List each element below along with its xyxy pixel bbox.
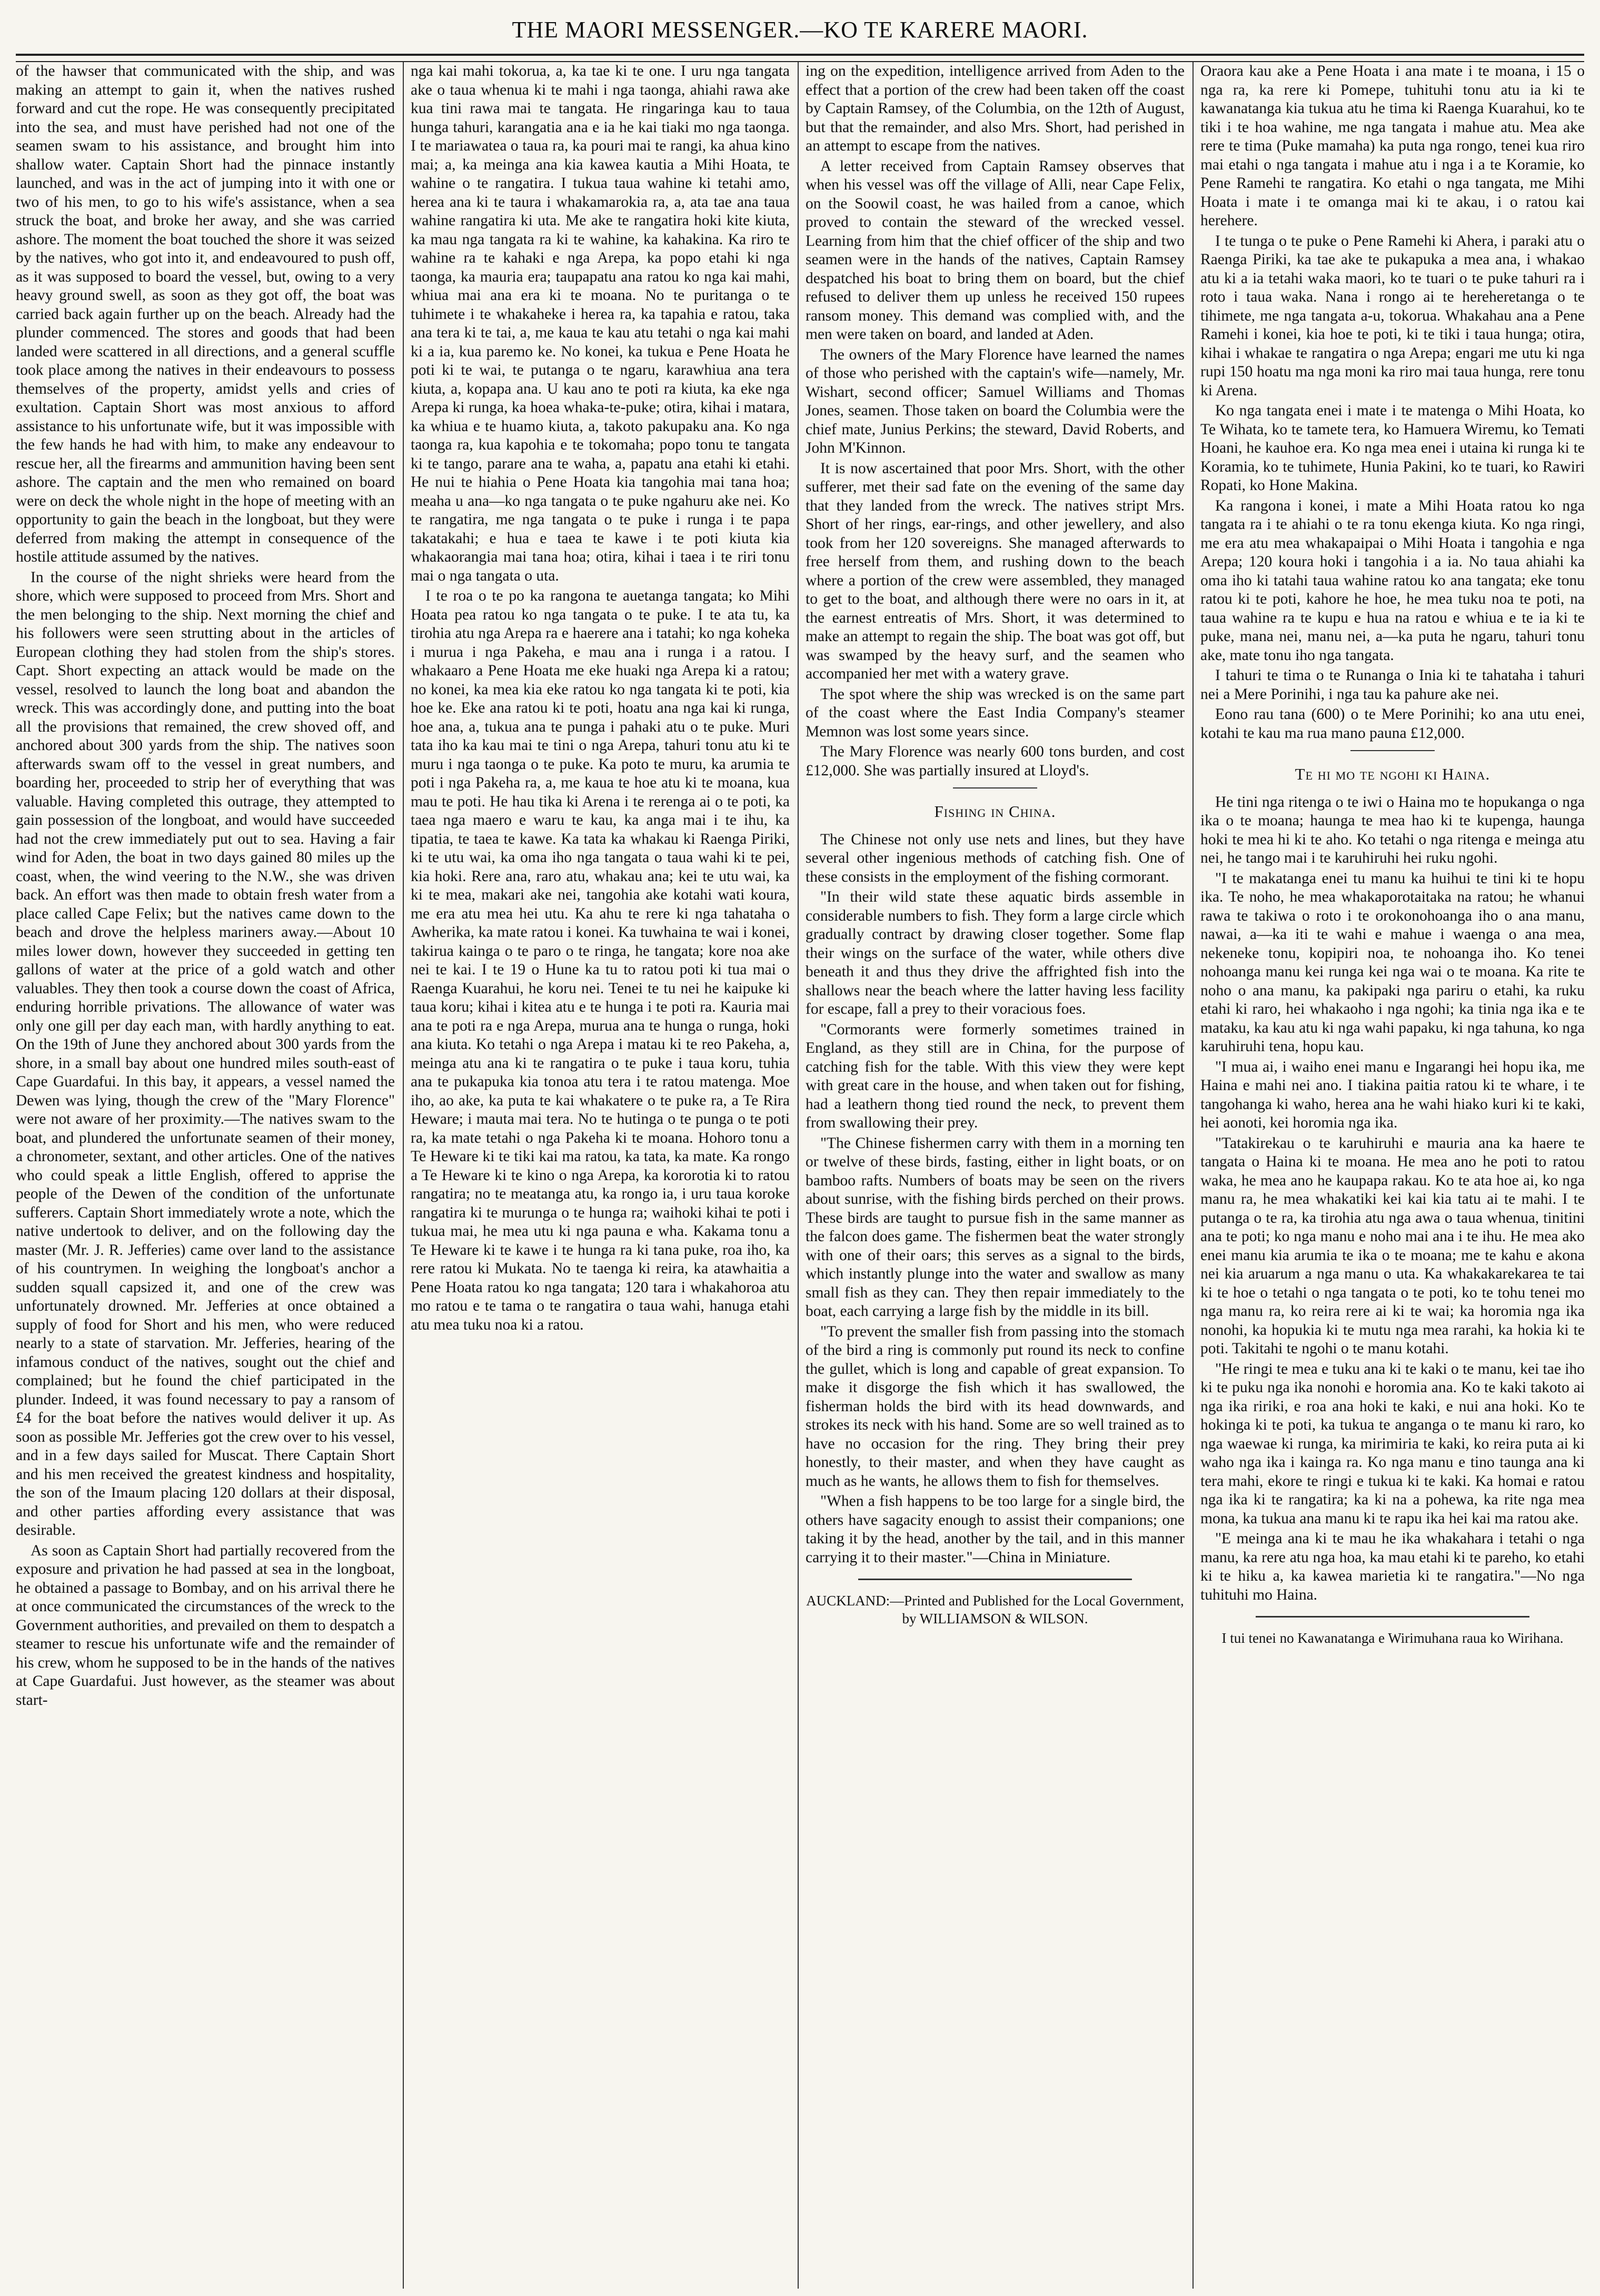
article-paragraph: "When a fish happens to be too large for a single bird, the others have sagacity enough to assist their companions; one taking it by the head, another by the tail, and in this manner carrying it to their master."—China in Miniature. — [806, 1493, 1185, 1566]
article-paragraph: It is now ascertained that poor Mrs. Short, with the other sufferer, met their sad fate on the evening of the same day that they landed from the wreck. The natives stript Mrs. Short of her rings, ear-rings, and other jewellery, and also took from her 120 sovereigns. She managed afterwards to free herself from them, and rushing down to the beach where a portion of the crew were assembled, they managed to get to the boat, and although there were no oars in it, at the earnest entreatis of Mrs. Short, it was determined to make an attempt to regain the ship. The boat was got off, but was swamped by the heavy surf, and the seamen who accompanied her met with a watery grave. — [806, 460, 1185, 682]
article-paragraph: "E meinga ana ki te mau he ika whakahara i tetahi o nga manu, ka rere atu nga hoa, ka mau etahi ki te pareho, ko etahi ki te hiku a, ka kawea marietia ki te rangatira."—No nga tuhituhi mo Haina. — [1200, 1530, 1585, 1603]
article-paragraph: Oraora kau ake a Pene Hoata i ana mate i te moana, i 15 o nga ra, ka rere ki Pomepe, tuhituhi tonu atu ia ki te kawanatanga kia tukua atu he tima ki Raenga Kuarahui, ko te tiki i te hoa wahine, me nga tangata i mahue atu. Mea ake rere te tima (Puke mamaha) ka puta nga rongo, tenei kua riro mai etahi o nga tangata i mahue atu i nga i a te Koramie, ko Pene Ramehi te rangatira. Ko etahi o nga tangata, me Mihi Hoata i mate i te omanga mai ki te akau, i o ratou kai herehere. — [1200, 63, 1585, 229]
column-divider — [798, 62, 799, 2289]
columns-container — [11, 62, 1589, 2289]
article-paragraph: The Mary Florence was nearly 600 tons burden, and cost £12,000. She was partially insured at Lloyd's. — [806, 743, 1185, 779]
article-paragraph: Ko nga tangata enei i mate i te matenga o Mihi Hoata, ko Te Wihata, ko te tamete tera, ko Hamuera Wiremu, ko Temati Hoani, he kauhoe era. Ko nga mea enei i utaina ki runga ki te Koramia, ko te tuhimete, Hunia Pakini, ko te tuari, ko Rawiri Ropati, ko Hone Makina. — [1200, 402, 1585, 494]
article-paragraph: ing on the expedition, intelligence arrived from Aden to the effect that a portion of the crew had been taken off the coast by Captain Ramsey, of the Columbia, on the 12th of August, but that the remainder, and also Mrs. Short, had perished in an attempt to escape from the natives. — [806, 63, 1185, 154]
article-paragraph: A letter received from Captain Ramsey observes that when his vessel was off the village of Alli, near Cape Felix, on the Soowil coast, he was hailed from a canoe, which proved to contain the steward of the wrecked vessel. Learning from him that the chief officer of the ship and two seamen were in the hands of the natives, Captain Ramsey despatched his boat to bring them on board, but the chief refused to deliver them up unless he received 150 rupees ransom money. This demand was complied with, and the men were taken on board, and landed at Aden. — [806, 157, 1185, 343]
article-paragraph: "To prevent the smaller fish from passing into the stomach of the bird a ring is commonly put round its neck to confine the gullet, which is long and capable of great expansion. To make it disgorge the fish which it has swallowed, the fisherman holds the bird with its head downwards, and strokes its neck with his hand. Some are so well trained as to have no occasion for the ring. They bring their prey honestly, to their master, and when they have caught as much as he wants, he allows them to fish for themselves. — [806, 1323, 1185, 1490]
article-paragraph: He tini nga ritenga o te iwi o Haina mo te hopukanga o nga ika o te moana; haunga te mea hao ki te kupenga, haunga hoki te mea hi ki te aho. Ko tetahi o nga ritenga e meinga atu nei, he tango mai i te karuhiruhi hei ruku ngohi. — [1200, 793, 1585, 866]
column-maori-2 — [1200, 62, 1585, 2289]
article-paragraph: "I mua ai, i waiho enei manu e Ingarangi hei hopu ika, me Haina e mahi nei ano. I tiakina paitia ratou ki te whare, i te tangohanga ki waho, herea ana he wahi hiako kuri ki te kaki, hei aonoti, kei horomia nga ika. — [1200, 1058, 1585, 1131]
article-paragraph: I te roa o te po ka rangona te auetanga tangata; ko Mihi Hoata pea ratou ko nga tangata o te puke. I te ata tu, ka tirohia atu nga Arepa ra e haerere ana i tatahi; ko nga koheka i murua i nga Pakeha, e mau ana i runga i a ratou. I whakaaro a Pene Hoata me eke huaki nga Arepa ki a ratou; no konei, ka mea kia eke ratou ko nga tangata ki te poti, kia hoe ke. Eke ana ratou ki te poti, hoatu ana nga kai ki runga, hoe ana, a, tukua ana te punga i pahaki atu o te puke. Muri tata iho ka kau mai te tini o nga Arepa, tahuri tonu atu ki te muru i nga taonga o te puke. Ka poto te muru, ka arumia te poti i nga Pakeha ra, a, me kaua te hoe atu ki te moana, kua mau te poti. He hau tika ki Arena i te rerenga ai o te poti, ka taea nga maero e waru te kau, ka anga mai i te ihu, ka tipatia, te taea te kawe. Ka tata ka whakau ki Raenga Piriki, ki te utu wai, ka oma iho nga tangata o taua wahi ki te pei, kia hoki. Rere ana, raro atu, whakau ana; kei te utu wai, ka ki te mea, makari ake nei, tangohia ake kotahi wati koura, me era atu mea hei utu. Ka ahu te rere ki nga tahataha o Awherika, ka mate ratou i konei. Ka tuwhaina te wai i konei, takirua kainga o te paro o te ringa, he tangata; kore noa ake nei te kai. I te 19 o Hune ka tu to ratou poti ki tua mai o Raenga Kuarahui, he koru nei. Tenei te tu nei he kaipuke ki taua koru; kihai i kitea atu e te hunga i te poti ra. Kauria mai ana te poti ra e nga Arepa, murua ana te hunga o runga, hoki ana kiuta. Ko tetahi o nga Arepa i matau ki te reo Pakeha, a, meinga atu ana ki te rangatira o te puke i taua koru, tuhia ana te pukapuka kia tonoa atu tera i te ratou matenga. Moe iho, ao ake, ka puta te kai whakatere o te puke ra, a Te Rira Heware; i mauta mai tera. No te hutinga o te punga o te poti ra, ka mate tetahi o nga Pakeha ki te moana. Hohoro tonu a Te Heware ki te tiki kai ma ratou, ka tata, ka mate. Ka rongo a Te Heware ki te kino o nga Arepa, ka kororotia ki to ratou rangatira; no te meatanga atu, ka rongo ia, i uru taua koroke rangatira ki te murunga o te hunga ra; waihoki kihai te poti i tukua mai, he mea utu ki nga pauna e wha. Kakama tonu a Te Heware ki te kawe i te hunga ra ki tana puke, roa iho, ka rere ratou ki Mukata. No te taenga ki reira, ka atawhaitia a Pene Hoata ratou ko nga tangata; 120 tara i whakahoroa atu mo ratou e te tama o te rangatira o taua wahi, hanuga etahi atu mea tuku noa ki a ratou. — [411, 587, 790, 1333]
article-paragraph: As soon as Captain Short had partially recovered from the exposure and privation he had passed at sea in the longboat, he obtained a passage to Bombay, and on his arrival there he at once communicated the circumstances of the wreck to the Government authorities, and prevailed on them to despatch a steamer to rescue his unfortunate wife and the remainder of his crew, whom he supposed to be in the hands of the natives at Cape Guardafui. Just however, as the steamer was about start- — [16, 1542, 395, 1709]
section-divider — [1350, 750, 1435, 751]
article-paragraph: "Tatakirekau o te karuhiruhi e mauria ana ka haere te tangata o Haina ki te moana. He mea ano he poti to ratou waka, he mea ano he kaupapa rakau. Ko te ata hoe ai, ko nga manu ra, he mea whakatiki kei kai kia tatu ai te mahi. I te putanga o te ra, ka tirohia atu nga awa o taua whenua, tinitini ana te poti; ko nga manu e noho mai ana i te ihu. He mea ako enei manu kia arumia te ika o te moana; me te kahu e akona nei kia aruarum a nga manu o uta. Ka whakakarekarea te tai ki te hoe o tetahi o nga tangata o te poti, ko te tohu tenei mo nga manu ra, ko reira rere ai ki te wai; ka horomia nga ika nonohi, ka hopukia ki te mutu nga mea rarahi, ka hokia ki te poti. Takitahi te ngohi o te manu kotahi. — [1200, 1134, 1585, 1357]
imprint-footer: I tui tenei no Kawanatanga e Wirimuhana raua ko Wirihana. — [1221, 1630, 1564, 1646]
column-divider — [1192, 62, 1194, 2289]
article-paragraph: I tahuri te tima o te Runanga o Inia ki te tahataha i tahuri nei a Mere Porinihi, i nga tau ka pahure ake nei. — [1200, 667, 1585, 703]
article-paragraph: "In their wild state these aquatic birds assemble in considerable numbers to fish. They form a large circle which gradually contract by drawing closer together. Some flap their wings on the surface of the water, while others dive beneath it and thus they drive the affrighted fish into the shallows near the beach where the latter having less facility for escape, fall a prey to their voracious foes. — [806, 889, 1185, 1017]
article-paragraph: "I te makatanga enei tu manu ka huihui te tini ki te hopu ika. Te noho, he mea whakaporotaitaka na ratou; he whanui rawa te takiwa o roto i te orokonohoanga iho o ana manu, nawai, a—ka iti te wahi e mahue i waenga o ana mea, nekeneke tonu, kopipiri noa, te nohoanga iho. Ko tenei nohoanga manu kei runga kei nga wai o te moana. Ka rite te noho o ana manu, ka pakipaki nga pariru o etahi, ka ruku etahi ki raro, hei whakaoho i nga ngohi; ka tinia nga ika e te mataku, ka kau atu ki nga wahi papaku, ki nga tahuna, ko nga karuhiruhi tena, hopu kau. — [1200, 870, 1585, 1055]
section-divider — [953, 787, 1037, 788]
article-paragraph: In the course of the night shrieks were heard from the shore, which were supposed to proceed from Mrs. Short and the men belonging to the ship. Next morning the chief and his followers were seen strutting about in the articles of European clothing they had stolen from the ship's stores. Capt. Short expecting an attack would be made on the vessel, resolved to launch the long boat and abandon the wreck. This was accordingly done, and putting into the boat all the provisions that remained, the crew shoved off, and anchored about 300 yards from the ship. The natives soon afterwards swam off to the vessel in great numbers, and boarding her, proceeded to strip her of everything that was valuable. Having completed this outrage, they attempted to gain possession of the longboat, and would have succeeded had not the crew immediately put out to sea. Having a fair wind for Aden, the boat in two days gained 80 miles up the coast, when, the wind veering to the N.W., she was driven back. An effort was then made to obtain fresh water from a place called Cape Felix; but the natives came down to the beach and drove the helpless mariners away.—About 10 miles lower down, however they succeeded in getting ten gallons of water at the price of a gold watch and other valuables. They then took a course down the coast of Africa, enduring horrible privations. The allowance of water was only one gill per day each man, with hardly anything to eat. On the 19th of June they anchored about 300 yards from the shore, in a small bay about one hundred miles south-east of Cape Guardafui. In this bay, it appears, a vessel named the Dewen was lying, though the crew of the "Mary Florence" were not aware of her proximity.—The natives swam to the boat, and plundered the unfortunate seamen of their money, a chronometer, sextant, and other articles. One of the natives who could speak a little English, offered to apprise the people of the Dewen of the condition of the unfortunate sufferers. Captain Short immediately wrote a note, which the native undertook to deliver, and on the following day the master (Mr. J. R. Jefferies) came over land to the assistance of his countrymen. In weighing the longboat's anchor a sudden squall capsized it, and one of the crew was unfortunately drowned. Mr. Jefferies at once obtained a supply of food for Short and his men, who were reduced nearly to a state of starvation. Mr. Jefferies, hearing of the infamous conduct of the natives, sought out the chief and complained; but he found the chief participated in the plunder. Indeed, it was found necessary to pay a ransom of £4 for the boat before the natives would deliver it up. As soon as possible Mr. Jefferies got the crew over to his vessel, and in a few days sailed for Muscat. There Captain Short and his men received the greatest kindness and hospitality, the son of the Imaum placing 120 dollars at their disposal, and other parties affording every assistance that was desirable. — [16, 568, 395, 1539]
footer-divider — [858, 1579, 1132, 1580]
imprint-footer: AUCKLAND:—Printed and Published for the Local Government, by WILLIAMSON & WILSON. — [806, 1593, 1184, 1626]
article-paragraph: The owners of the Mary Florence have learned the names of those who perished with the captain's wife—namely, Mr. Wishart, second officer; Samuel Williams and Thomas Jones, seamen. Those taken on board the Columbia were the chief mate, Junius Perkins; the steward, David Roberts, and John M'Kinnon. — [806, 346, 1185, 456]
masthead-title: THE MAORI MESSENGER.—KO TE KARERE MAORI. — [512, 17, 1088, 43]
column-english-1 — [16, 62, 395, 2289]
footer-divider — [1256, 1616, 1529, 1618]
article-paragraph: The spot where the ship was wrecked is on the same part of the coast where the East India Company's steamer Memnon was lost some years since. — [806, 685, 1185, 740]
article-paragraph: I te tunga o te puke o Pene Ramehi ki Ahera, i paraki atu o Raenga Piriki, ka tae ake te pukapuka a mea ana, i whakao atu ki a ia tetahi waka maori, ko te tuari o te puke tahuri ra i roto i taua waka. Nana i rongo ai te hereheretanga o te tihimete, me nga tangata a-u, tokorua. Whakahau ana a Pene Ramehi i konei, kia hoe te poti, ki te tiki i taua hunga; otira, kihai i whakae te rangatira o nga Arepa; engari me utu ki nga rupi 150 hoatu ma nga moni ka riro mai taua hunga, rere tonu ki Arena. — [1200, 232, 1585, 399]
column-maori-1 — [411, 62, 790, 2289]
article-paragraph: "The Chinese fishermen carry with them in a morning ten or twelve of these birds, fasting, either in light boats, or on bamboo rafts. Numbers of boats may be seen on the rivers about sunrise, with the fishing birds perched on their prows. These birds are taught to pursue fish in the same manner as the falcon does game. The fishermen beat the water strongly with one of their oars; this serves as a signal to the birds, which instantly plunge into the water and swallow as many small fish as they can. They then repair immediately to the boat, each carrying a large fish by the middle in its bill. — [806, 1134, 1185, 1320]
article-paragraph: The Chinese not only use nets and lines, but they have several other ingenious methods of catching fish. One of these consists in the employment of the fishing cormorant. — [806, 831, 1185, 885]
section-heading: Fishing in China. — [934, 802, 1056, 821]
column-divider — [403, 62, 404, 2289]
article-paragraph: "He ringi te mea e tuku ana ki te kaki o te manu, kei tae iho ki te puku nga ika nonohi e horomia ana. Ko te kaki takoto ai nga ika ririki, e roa ana hoki te kaki, e nui ana hoki. Ko te hokinga ki te poti, ka tukua te anganga o te manu ki raro, ko nga waewae ki runga, ka mirimiria te kaki, ko reira puta ai ki waho nga ika i kainga ra. Ko nga manu e tino taunga ana ki tera mahi, ekore te ringi e tukua ki te kaki. Ka homai e ratou nga ika ki te rangatira; ka ki na a pohewa, ka rite nga mea mona, ka tukua ana manu ki te rapu ika hei kai ma ratou ake. — [1200, 1360, 1585, 1527]
article-paragraph: of the hawser that communicated with the ship, and was making an attempt to gain it, when the natives rushed forward and cut the rope. He was consequently precipitated into the sea, and must have perished had not one of the seamen swam to his assistance, and brought him into shallow water. Captain Short had the pinnace instantly launched, and was in the act of jumping into it with one or two of his men, to go to his wife's assistance, when a sea struck the boat, and broke her away, and she was carried ashore. The moment the boat touched the shore it was seized by the natives, who got into it, and endeavoured to push off, as it was supposed to board the vessel, but, owing to a very heavy ground swell, as soon as they got off, the boat was carried back again further up on the beach. Already had the plunder commenced. The stores and goods that had been landed were scattered in all directions, and a general scuffle took place among the natives in their endeavours to possess themselves of the property, amidst yells and cries of exultation. Captain Short was most anxious to afford assistance to his unfortunate wife, but it was impossible with the few hands he had with him, to make any endeavour to rescue her, all the firearms and ammunition having been sent ashore. The captain and the men who remained on board were on deck the whole night in the hope of meeting with an opportunity to gain the beach in the longboat, but they were deferred from making the attempt in consequence of the hostile attitude assumed by the natives. — [16, 63, 395, 565]
article-paragraph: Ka rangona i konei, i mate a Mihi Hoata ratou ko nga tangata ra i te ahiahi o te ra tonu ekenga kiuta. Ko nga ringi, me era atu mea whakapaipai o Mihi Hoata i tangohia e nga Arepa; 120 koura hoki i tangohia i a ia. No taua ahiahi ka oma iho ki tatahi taua wahine ratou ko ana tangata; eke tonu ratou ki te poti, kahore he hoe, he mea tuku noa te poti, na taua wahine ra te kupu e hua na ratou e whiua e te ia ki te puke, mana nei, manu nei, a—ka puta he ngaru, tahuri tonu ake, mate tonu iho nga tangata. — [1200, 497, 1585, 664]
column-english-2 — [806, 62, 1185, 2289]
masthead-rule — [16, 54, 1584, 62]
article-paragraph: "Cormorants were formerly sometimes trained in England, as they still are in China, for the purpose of catching fish for the table. With this view they were kept with great care in the house, and when taken out for fishing, had a leathern thong tied round the neck, to prevent them from swallowing their prey. — [806, 1021, 1185, 1131]
article-paragraph: nga kai mahi tokorua, a, ka tae ki te one. I uru nga tangata ake o taua whenua ki te mahi i nga taonga, ahiahi rawa ake kua tini rawa mai te tangata. He ringaringa kau to taua hunga tahuri, karangatia ana e ia he kai tiaki mo nga taonga. I te mariawatea o taua ra, ka pouri mai te rangi, ka ahua kino mai; a, ka meinga ana kia kawea kautia a Mihi Hoata, te wahine o te rangatira. I tukua taua wahine ki tetahi amo, herea ana ki te taura i whakamarokia ra, a, ata tae ana taua wahine rangatira ki uta. Me ake te rangatira hoki kite kiuta, ka mau nga tangata ra ki te wahine, ka kahakina. Ka riro te wahine ra te kahaki e nga Arepa, ka popo etahi ki nga taonga, ka mauria era; taupapatu ana ratou ko nga kai mahi, whiua mai ana era ki te moana. No te puritanga o te tuhimete i te whakaheke i herea ra, ka tapahia e ratou, taka ana tera ki te tai, a, me kaua te kau atu tetahi o nga kai mahi ki a ia, kua paremo ke. No konei, ka tukua e Pene Hoata he poti ki te wai, te putanga o te ngaru, karawhiua ana tera kiuta, a, kopapa ana. U kau ano te poti ra kiuta, ka eke nga Arepa ki runga, ka hoea whaka-te-puke; otira, kihai i matara, ka whiua e te huamo kiuta, a, takoto pakupaku ana. Ko nga taonga ra, kua kapohia e te tokomaha; popo tonu te tangata ki te tango, parare ana te waha, a, papatu ana etahi ki etahi. He nui te hiahia o Pene Hoata kia tangohia mai tana hoa; meaha u ana—ko nga tangata o te puke ngahuru ake nei. Ko te rangatira, me nga tangata o te puke i runga i te papa takatakahi; e hua e taea te kawe i te poti kiuta kia whakaorangia mai tana hoa; otira, kihai i taea i te riri tonu mai o nga tangata o uta. — [411, 63, 790, 584]
article-paragraph: Eono rau tana (600) o te Mere Porinihi; ko ana utu enei, kotahi te kau ma rua mano pauna £12,000. — [1200, 706, 1585, 742]
section-heading: Te hi mo te ngohi ki Haina. — [1295, 765, 1490, 783]
